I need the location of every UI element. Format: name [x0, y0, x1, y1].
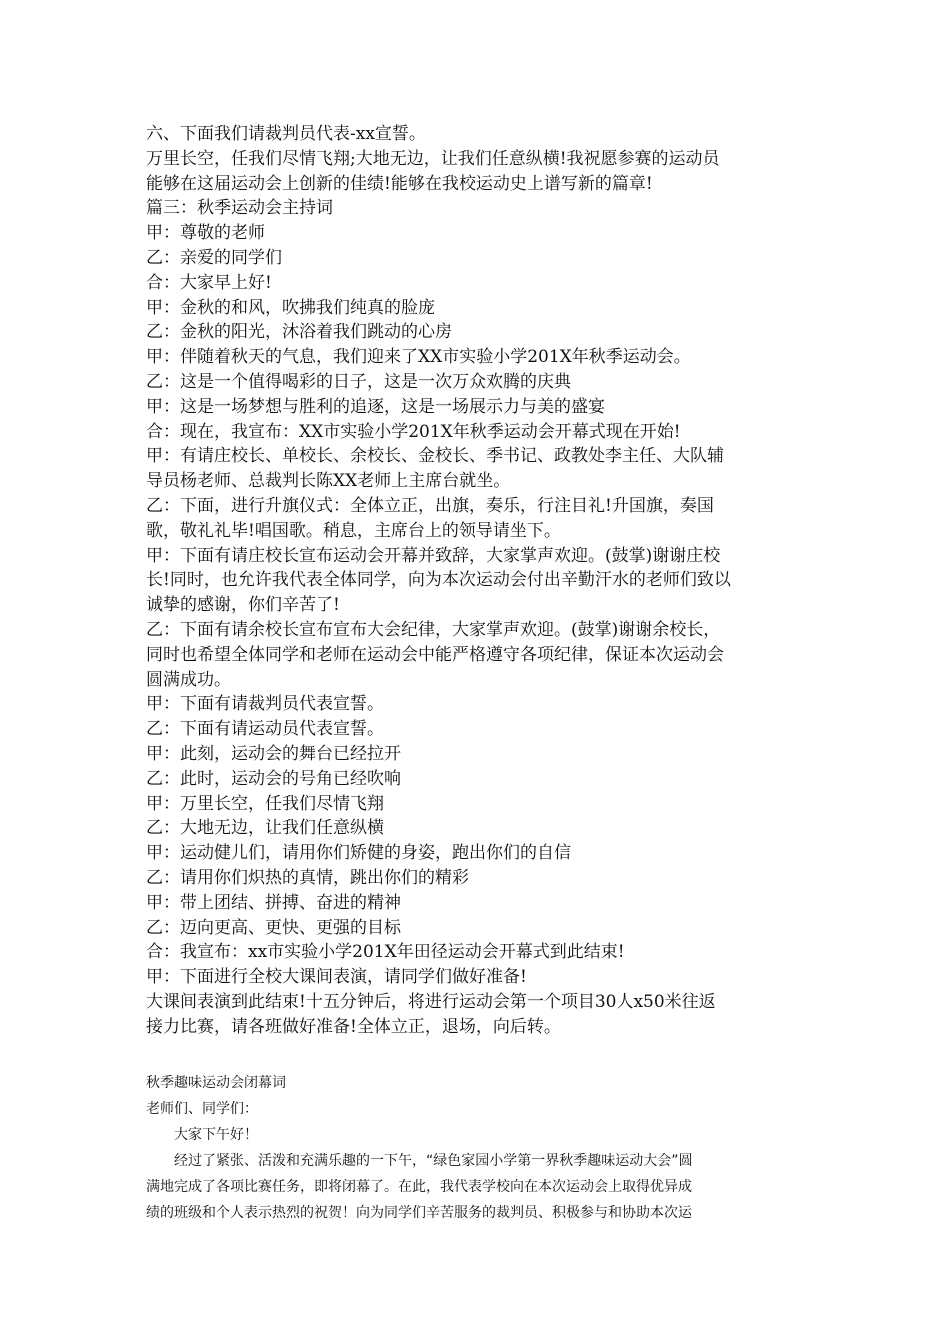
text-line: 乙：此时，运动会的号角已经吹响 [146, 768, 401, 789]
text-line: 诚挚的感谢，你们辛苦了! [146, 595, 340, 616]
text-line: 导员杨老师、总裁判长陈XX老师上主席台就坐。 [146, 471, 511, 492]
text-line: 满地完成了各项比赛任务，即将闭幕了。在此，我代表学校向在本次运动会上取得优异成 [146, 1179, 692, 1195]
text-line: 能够在这届运动会上创新的佳绩!能够在我校运动史上谱写新的篇章! [146, 173, 653, 194]
text-line: 乙：下面有请余校长宣布宣布大会纪律，大家掌声欢迎。(鼓掌)谢谢余校长， [146, 619, 721, 640]
text-line: 甲：金秋的和风，吹拂我们纯真的脸庞 [146, 297, 435, 318]
closing-speech [146, 1070, 812, 1226]
text-line: 六、下面我们请裁判员代表-xx宣誓。 [146, 124, 426, 144]
text-line: 接力比赛，请各班做好准备!全体立正，退场，向后转。 [146, 1016, 561, 1037]
text-line: 经过了紧张、活泼和充满乐趣的一下午，“绿色家园小学第一界秋季趣味运动大会”圆 [174, 1153, 693, 1169]
text-line: 乙：大地无边，让我们任意纵横 [146, 818, 384, 839]
text-line: 乙：亲爱的同学们 [146, 247, 282, 268]
text-line: 乙：金秋的阳光，沐浴着我们跳动的心房 [146, 322, 452, 343]
text-line: 乙：下面，进行升旗仪式：全体立正，出旗，奏乐，行注目礼!升国旗，奏国 [146, 495, 714, 516]
text-line: 甲：这是一场梦想与胜利的追逐，这是一场展示力与美的盛宴 [146, 396, 605, 417]
text-line: 合：大家早上好! [146, 272, 272, 293]
text-line: 甲：下面有请庄校长宣布运动会开幕并致辞，大家掌声欢迎。(鼓掌)谢谢庄校 [146, 545, 721, 566]
text-line: 合：现在，我宣布：XX市实验小学201X年秋季运动会开幕式现在开始! [146, 421, 681, 442]
text-line: 乙：下面有请运动员代表宣誓。 [146, 719, 384, 740]
text-line: 甲：运动健儿们，请用你们矫健的身姿，跑出你们的自信 [146, 843, 571, 864]
text-line: 甲：下面有请裁判员代表宣誓。 [146, 694, 384, 715]
text-line: 甲：伴随着秋天的气息，我们迎来了XX市实验小学201X年秋季运动会。 [146, 347, 691, 368]
closing-speech-greeting: 大家下午好！ [174, 1127, 258, 1143]
closing-speech-salutation: 老师们、同学们： [146, 1101, 258, 1117]
text-line: 同时也希望全体同学和老师在运动会中能严格遵守各项纪律，保证本次运动会 [146, 644, 724, 665]
closing-speech-title: 秋季趣味运动会闭幕词 [146, 1075, 286, 1091]
text-line: 合：我宣布：xx市实验小学201X年田径运动会开幕式到此结束! [146, 942, 625, 963]
text-line: 歌，敬礼礼毕!唱国歌。稍息，主席台上的领导请坐下。 [146, 520, 561, 541]
text-line: 乙：请用你们炽热的真情，跳出你们的精彩 [146, 867, 469, 888]
text-line: 乙：迈向更高、更快、更强的目标 [146, 917, 401, 938]
sports-meeting-host-script [146, 122, 812, 1039]
text-line: 大课间表演到此结束!十五分钟后，将进行运动会第一个项目30人x50米往返 [146, 991, 716, 1012]
text-line: 甲：下面进行全校大课间表演，请同学们做好准备! [146, 967, 527, 988]
text-line: 甲：带上团结、拼搏、奋进的精神 [146, 892, 401, 913]
text-line: 绩的班级和个人表示热烈的祝贺！向为同学们辛苦服务的裁判员、积极参与和协助本次运 [146, 1205, 692, 1221]
text-line: 乙：这是一个值得喝彩的日子，这是一次万众欢腾的庆典 [146, 371, 571, 392]
section-heading: 篇三：秋季运动会主持词 [146, 198, 333, 219]
text-line: 万里长空，任我们尽情飞翔;大地无边，让我们任意纵横!我祝愿参赛的运动员 [146, 148, 720, 169]
text-line: 圆满成功。 [146, 669, 231, 690]
text-line: 甲：万里长空，任我们尽情飞翔 [146, 793, 384, 814]
text-line: 长!同时，也允许我代表全体同学，向为本次运动会付出辛勤汗水的老师们致以 [146, 570, 731, 591]
text-line: 甲：尊敬的老师 [146, 223, 265, 244]
text-line: 甲：此刻，运动会的舞台已经拉开 [146, 743, 401, 764]
text-line: 甲：有请庄校长、单校长、余校长、金校长、季书记、政教处李主任、大队辅 [146, 446, 724, 467]
